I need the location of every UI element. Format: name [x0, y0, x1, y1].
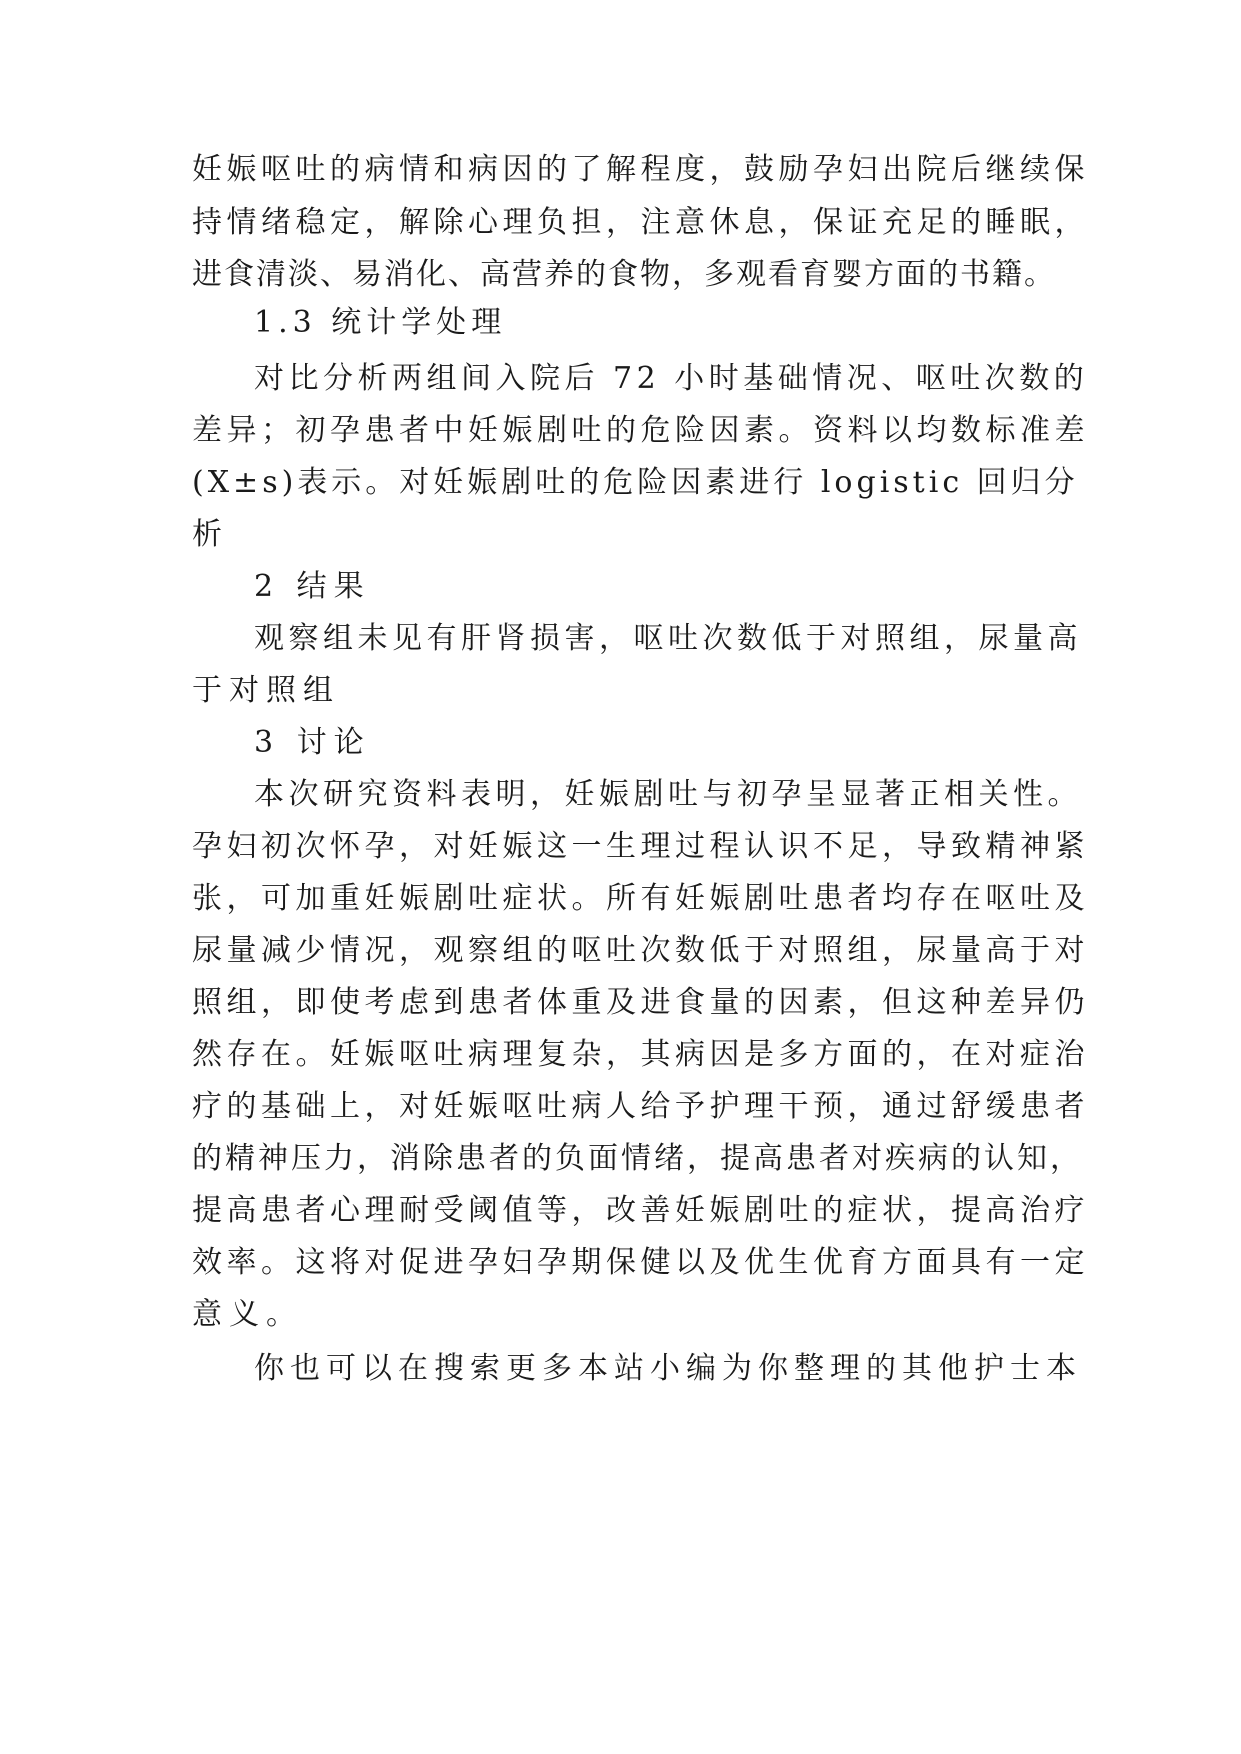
paragraph-line: 意义。 [192, 1297, 303, 1332]
paragraph-line: 效率。这将对促进孕妇孕期保健以及优生优育方面具有一定 [192, 1245, 1089, 1280]
section-heading-2: 2 结果 [254, 569, 371, 604]
section-heading-1-3: 1.3 统计学处理 [254, 305, 507, 340]
paragraph-line: 持情绪稳定，解除心理负担，注意休息，保证充足的睡眠， [192, 205, 1089, 240]
paragraph-line: 妊娠呕吐的病情和病因的了解程度，鼓励孕妇出院后继续保 [192, 152, 1089, 187]
paragraph-line: 进食清淡、易消化、高营养的食物，多观看育婴方面的书籍。 [192, 257, 1056, 292]
paragraph-line: 差异；初孕患者中妊娠剧吐的危险因素。资料以均数标准差 [192, 413, 1089, 448]
paragraph-line: 的精神压力，消除患者的负面情绪，提高患者对疾病的认知， [192, 1141, 1083, 1176]
paragraph-line: 然存在。妊娠呕吐病理复杂，其病因是多方面的，在对症治 [192, 1037, 1089, 1072]
paragraph-line: (X±s)表示。对妊娠剧吐的危险因素进行 logistic 回归分 [192, 465, 1079, 500]
paragraph-line: 张，可加重妊娠剧吐症状。所有妊娠剧吐患者均存在呕吐及 [192, 881, 1089, 916]
paragraph-line: 观察组未见有肝肾损害，呕吐次数低于对照组，尿量高 [254, 621, 1082, 656]
paragraph-line: 提高患者心理耐受阈值等，改善妊娠剧吐的症状，提高治疗 [192, 1193, 1089, 1228]
paragraph-line: 照组，即使考虑到患者体重及进食量的因素，但这种差异仍 [192, 985, 1089, 1020]
paragraph-line: 疗的基础上，对妊娠呕吐病人给予护理干预，通过舒缓患者 [192, 1089, 1089, 1124]
paragraph-line: 你也可以在搜索更多本站小编为你整理的其他护士本 [254, 1351, 1082, 1386]
paragraph-line: 尿量减少情况，观察组的呕吐次数低于对照组，尿量高于对 [192, 933, 1089, 968]
paragraph-line: 本次研究资料表明，妊娠剧吐与初孕呈显著正相关性。 [254, 777, 1082, 812]
paragraph-line: 对比分析两组间入院后 72 小时基础情况、呕吐次数的 [254, 361, 1089, 396]
section-heading-3: 3 讨论 [254, 725, 371, 760]
paragraph-line: 析 [192, 517, 229, 552]
paragraph-line: 孕妇初次怀孕，对妊娠这一生理过程认识不足，导致精神紧 [192, 829, 1089, 864]
paragraph-line: 于对照组 [192, 673, 340, 708]
